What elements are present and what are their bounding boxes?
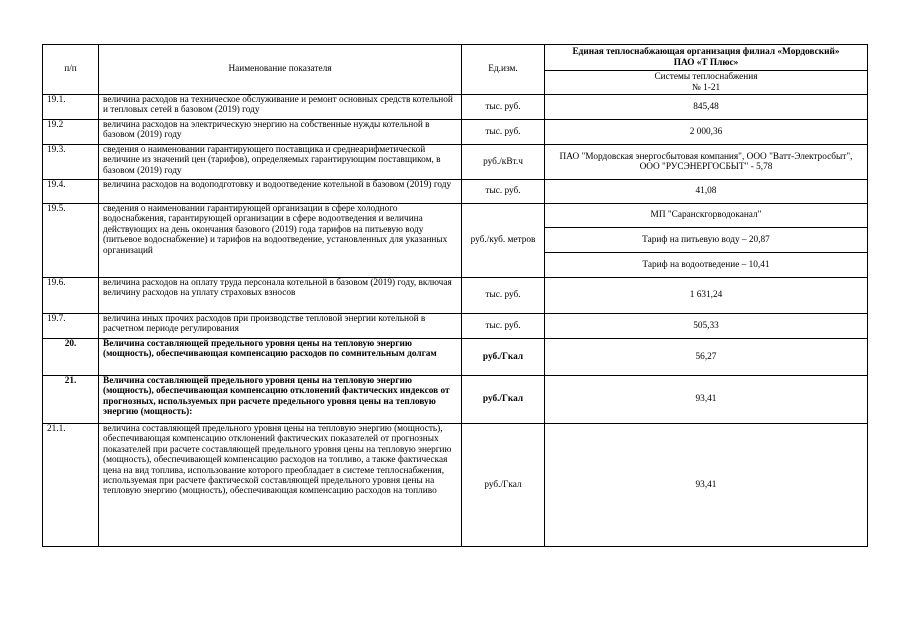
row-name: Величина составляющей предельного уровня цены на тепловую энергию (мощность), обеспечивающая компенсацию расходов по сомнительным долгам — [99, 339, 462, 376]
header-num: п/п — [43, 45, 99, 95]
row-num: 19.4. — [43, 180, 99, 204]
row-name: величина иных прочих расходов при производстве тепловой энергии котельной в расчетном периоде регулирования — [99, 314, 462, 339]
row-name: величина расходов на водоподготовку и водоотведение котельной в базовом (2019) году — [99, 180, 462, 204]
table-header-row — [43, 45, 868, 71]
row-unit: тыс. руб. — [462, 120, 545, 145]
row-num: 19.1. — [43, 95, 99, 120]
table-row — [43, 204, 868, 228]
row-value: ПАО "Мордовская энергосбытовая компания", ООО "Ватт-Электросбыт", ООО "РУСЭНЕРГОСБЫТ" - 5,78 — [545, 145, 868, 180]
row-num: 21.1. — [43, 424, 99, 547]
header-name: Наименование показателя — [99, 45, 462, 95]
row-num: 20. — [43, 339, 99, 376]
organization-name: Единая теплоснабжающая организация филиал «Мордовский» — [572, 47, 840, 58]
table-row — [43, 145, 868, 180]
row-unit: руб./Гкал — [462, 424, 545, 547]
organization-company: ПАО «Т Плюс» — [673, 57, 739, 68]
row-value: 845,48 — [545, 95, 868, 120]
row-unit: руб./Гкал — [462, 376, 545, 424]
header-systems — [545, 71, 868, 95]
row-num: 19.5. — [43, 204, 99, 278]
row-name: сведения о наименовании гарантирующего поставщика и среднеарифметической величине из значений цен (тарифов), определяемых гарантирующим поставщиком, в базовом (2019) году — [99, 145, 462, 180]
header-unit: Ед.изм. — [462, 45, 545, 95]
row-unit: тыс. руб. — [462, 95, 545, 120]
table-row — [43, 120, 868, 145]
row-unit: руб./кВт.ч — [462, 145, 545, 180]
systems-label: Системы теплоснабжения — [654, 72, 758, 83]
table-row — [43, 314, 868, 339]
row-value: 93,41 — [545, 376, 868, 424]
row-value: 41,08 — [545, 180, 868, 204]
row-name: величина расходов на электрическую энергию на собственные нужды котельной в базовом (2019) году — [99, 120, 462, 145]
table-row — [43, 424, 868, 547]
row-unit: тыс. руб. — [462, 314, 545, 339]
row-num: 21. — [43, 376, 99, 424]
row-num: 19.2 — [43, 120, 99, 145]
row-value: 93,41 — [545, 424, 868, 547]
row-name: величина составляющей предельного уровня цены на тепловую энергию (мощность), обеспечивающая компенсацию отклонений фактических показателей от прогнозных показателей при расчете составляющей предельного уровня цены на тепловую энергию (мощность), обеспечивающей компенсацию расходов на топливо, а также фактическая цена на вид топлива, использование которого преобладает в системе теплоснабжения, используемая при расчете фактической составляющей предельного уровня цены на тепловую энергию (мощность), обеспечивающая компенсацию расходов на топливо — [99, 424, 462, 547]
table-row — [43, 95, 868, 120]
row-value: 56,27 — [545, 339, 868, 376]
systems-number: № 1-21 — [691, 82, 721, 93]
row-value: 1 631,24 — [545, 278, 868, 314]
row-value: 2 000,36 — [545, 120, 868, 145]
row-name: величина расходов на техническое обслуживание и ремонт основных средств котельной и тепловых сетей в базовом (2019) году — [99, 95, 462, 120]
row-unit: тыс. руб. — [462, 180, 545, 204]
table-row — [43, 278, 868, 314]
row-num: 19.7. — [43, 314, 99, 339]
table-row — [43, 376, 868, 424]
row-value-water-tariff: Тариф на питьевую воду – 20,87 — [545, 228, 868, 253]
row-num: 19.6. — [43, 278, 99, 314]
indicators-table — [42, 44, 868, 547]
row-value-wastewater-tariff: Тариф на водоотведение – 10,41 — [545, 253, 868, 278]
row-value: 505,33 — [545, 314, 868, 339]
row-unit: руб./куб. метров — [462, 204, 545, 278]
row-unit: руб./Гкал — [462, 339, 545, 376]
row-value-organization: МП "Саранскгорводоканал" — [545, 204, 868, 228]
header-organization — [545, 45, 868, 71]
row-name: сведения о наименовании гарантирующей организации в сфере холодного водоснабжения, гарантирующей организации в сфере водоотведения и величина действующих на день окончания базового (2019) года тарифов на питьевую воду (питьевое водоснабжение) и тарифов на водоотведение, установленных для указанных организаций — [99, 204, 462, 278]
row-name: Величина составляющей предельного уровня цены на тепловую энергию (мощность), обеспечивающая компенсацию отклонений фактических индексов от прогнозных, используемых при расчете предельного уровня цены на тепловую энергию (мощность): — [99, 376, 462, 424]
table-row — [43, 180, 868, 204]
row-unit: тыс. руб. — [462, 278, 545, 314]
table-row — [43, 339, 868, 376]
row-num: 19.3. — [43, 145, 99, 180]
row-name: величина расходов на оплату труда персонала котельной в базовом (2019) году, включая величину расходов на уплату страховых взносов — [99, 278, 462, 314]
